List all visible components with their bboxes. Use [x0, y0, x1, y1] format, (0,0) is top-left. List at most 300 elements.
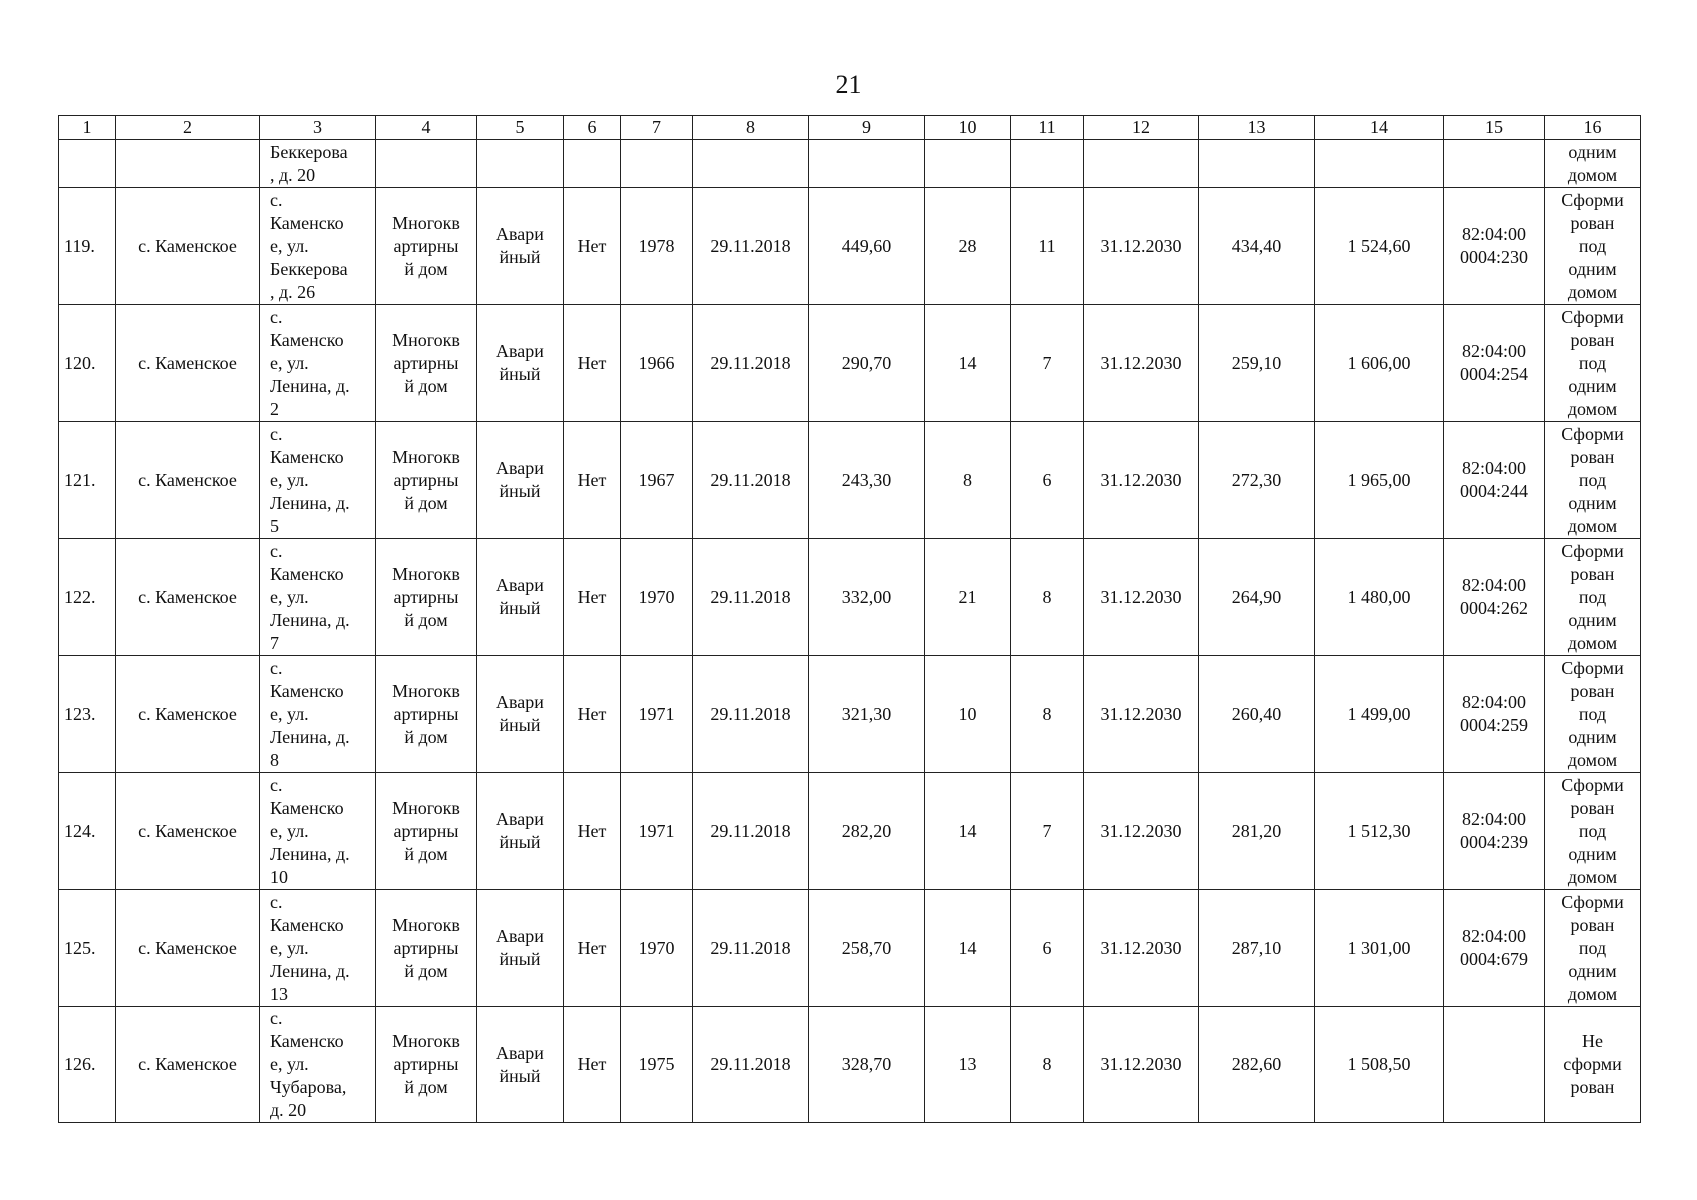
cell-condition-text: Авари йный [496, 224, 544, 267]
column-header: 7 [621, 116, 693, 140]
cell-building-type [376, 539, 477, 656]
cell-deadline-text: 31.12.2030 [1100, 469, 1182, 490]
cell-empty [1315, 140, 1444, 188]
cell-land-status [1545, 422, 1641, 539]
cell-cadastral-number [1444, 539, 1545, 656]
cell-rooms [1011, 305, 1084, 422]
cell-empty [621, 140, 693, 188]
cell-settlement [116, 773, 260, 890]
column-header: 11 [1011, 116, 1084, 140]
cell-year-built-text: 1971 [638, 820, 675, 841]
cell-building-type [376, 1007, 477, 1123]
cell-land-status [1545, 188, 1641, 305]
table-row [59, 188, 1641, 305]
cell-living-area-text: 264,90 [1231, 586, 1282, 607]
cell-land-status-text: Сформи рован под одним домом [1561, 189, 1624, 302]
cell-total-area [809, 305, 925, 422]
cell-settlement-text: с. Каменское [138, 235, 237, 256]
cell-cadastral-number [1444, 305, 1545, 422]
cell-living-area-text: 272,30 [1231, 469, 1282, 490]
table-row [59, 539, 1641, 656]
cell-land-area-text: 1 606,00 [1347, 352, 1411, 373]
cell-row-number-text: 124. [64, 820, 96, 841]
cell-residents-text: 14 [958, 352, 977, 373]
cell-empty [376, 140, 477, 188]
cell-living-area-text: 259,10 [1231, 352, 1282, 373]
cell-deadline [1084, 422, 1199, 539]
cell-cadastral-number-text: 82:04:00 0004:679 [1459, 926, 1528, 969]
cell-deadline [1084, 188, 1199, 305]
land-status-text: одним домом [1567, 141, 1618, 185]
cell-total-area [809, 1007, 925, 1123]
cell-row-number-text: 125. [64, 937, 96, 958]
cell-cadastral-number-text: 82:04:00 0004:262 [1459, 575, 1528, 618]
cell-flag [564, 656, 621, 773]
cell-decision-date [693, 773, 809, 890]
column-header: 16 [1545, 116, 1641, 140]
column-header: 8 [693, 116, 809, 140]
cell-address-text: с. Каменско е, ул. Ленина, д. 5 [270, 423, 350, 536]
cell-settlement [116, 656, 260, 773]
cell-living-area [1199, 1007, 1315, 1123]
cell-cadastral-number [1444, 1007, 1545, 1123]
cell-deadline-text: 31.12.2030 [1100, 703, 1182, 724]
cell-deadline-text: 31.12.2030 [1100, 820, 1182, 841]
cell-condition [477, 539, 564, 656]
cell-year-built [621, 656, 693, 773]
cell-cadastral-number-text: 82:04:00 0004:230 [1459, 224, 1528, 267]
cell-residents [925, 188, 1011, 305]
table-row [59, 773, 1641, 890]
cell-building-type [376, 773, 477, 890]
cell-year-built [621, 890, 693, 1007]
cell-year-built [621, 1007, 693, 1123]
cell-total-area-text: 282,20 [841, 820, 892, 841]
cell-residents-text: 14 [958, 820, 977, 841]
cell-building-type-text: Многокв артирны й дом [392, 680, 460, 747]
cell-row-number [59, 188, 116, 305]
cell-land-status-text: Сформи рован под одним домом [1561, 423, 1624, 536]
cell-rooms [1011, 656, 1084, 773]
cell-residents [925, 539, 1011, 656]
cell-condition [477, 305, 564, 422]
cell-deadline [1084, 773, 1199, 890]
cell-empty [1011, 140, 1084, 188]
cell-residents-text: 28 [958, 235, 977, 256]
cell-total-area [809, 656, 925, 773]
cell-land-area-text: 1 499,00 [1347, 703, 1411, 724]
cell-empty [1199, 140, 1315, 188]
column-header: 9 [809, 116, 925, 140]
table-body [59, 140, 1641, 1123]
cell-residents [925, 422, 1011, 539]
cell-rooms-text: 6 [1042, 937, 1052, 958]
cell-land-area [1315, 188, 1444, 305]
cell-condition-text: Авари йный [496, 341, 544, 384]
cell-empty [809, 140, 925, 188]
cell-deadline [1084, 1007, 1199, 1123]
cell-deadline-text: 31.12.2030 [1100, 352, 1182, 373]
column-header: 15 [1444, 116, 1545, 140]
cell-land-area-text: 1 301,00 [1347, 937, 1411, 958]
cell-cadastral-number [1444, 656, 1545, 773]
cell-address [260, 1007, 376, 1123]
cell-rooms [1011, 773, 1084, 890]
cell-cadastral-number [1444, 422, 1545, 539]
cell-land-area [1315, 539, 1444, 656]
cell-row-number [59, 539, 116, 656]
cell-building-type-text: Многокв артирны й дом [392, 1031, 460, 1097]
cell-cadastral-number-text: 82:04:00 0004:244 [1459, 458, 1528, 501]
cell-decision-date-text: 29.11.2018 [710, 1054, 791, 1074]
cell-living-area [1199, 539, 1315, 656]
cell-flag-text: Нет [577, 820, 607, 841]
cell-land-area [1315, 773, 1444, 890]
cell-address [260, 140, 376, 188]
cell-flag [564, 890, 621, 1007]
cell-deadline [1084, 890, 1199, 1007]
cell-land-area [1315, 890, 1444, 1007]
cell-deadline [1084, 539, 1199, 656]
cell-year-built [621, 188, 693, 305]
cell-flag-text: Нет [577, 1054, 607, 1074]
cell-living-area [1199, 188, 1315, 305]
cell-year-built [621, 539, 693, 656]
cell-row-number [59, 1007, 116, 1123]
cell-land-status [1545, 656, 1641, 773]
cell-condition-text: Авари йный [496, 692, 544, 735]
cell-row-number [59, 773, 116, 890]
cell-condition-text: Авари йный [496, 926, 544, 969]
cell-decision-date-text: 29.11.2018 [710, 352, 791, 373]
cell-rooms-text: 7 [1042, 352, 1052, 373]
column-header: 13 [1199, 116, 1315, 140]
cell-land-status-text: Сформи рован под одним домом [1561, 306, 1624, 419]
cell-year-built-text: 1970 [638, 586, 675, 607]
cell-address [260, 656, 376, 773]
cell-total-area-text: 258,70 [841, 937, 892, 958]
cell-land-area-text: 1 512,30 [1347, 820, 1411, 841]
cell-settlement-text: с. Каменское [138, 703, 237, 724]
cell-land-area [1315, 305, 1444, 422]
column-header: 14 [1315, 116, 1444, 140]
cell-decision-date [693, 539, 809, 656]
cell-rooms [1011, 422, 1084, 539]
cell-address [260, 890, 376, 1007]
continuation-row [59, 140, 1641, 188]
cell-rooms-text: 8 [1042, 703, 1052, 724]
cell-land-status-text: Сформи рован под одним домом [1561, 891, 1624, 1004]
cell-settlement-text: с. Каменское [138, 352, 237, 373]
cell-flag [564, 1007, 621, 1123]
cell-address-text: с. Каменско е, ул. Беккерова , д. 26 [270, 189, 348, 302]
cell-flag-text: Нет [577, 703, 607, 724]
cell-land-status-text: Сформи рован под одним домом [1561, 657, 1624, 770]
cell-empty [1084, 140, 1199, 188]
cell-decision-date-text: 29.11.2018 [710, 820, 791, 841]
cell-empty [1444, 140, 1545, 188]
cell-condition-text: Авари йный [496, 1042, 544, 1086]
cell-address [260, 305, 376, 422]
cell-rooms-text: 11 [1038, 235, 1056, 256]
cell-residents [925, 1007, 1011, 1123]
cell-rooms-text: 6 [1042, 469, 1052, 490]
cell-building-type [376, 305, 477, 422]
cell-row-number-text: 121. [64, 469, 96, 490]
cell-deadline [1084, 656, 1199, 773]
cell-year-built-text: 1967 [638, 469, 675, 490]
cell-total-area [809, 422, 925, 539]
cell-living-area-text: 260,40 [1231, 703, 1282, 724]
cell-year-built-text: 1975 [638, 1054, 675, 1074]
cell-row-number-text: 126. [64, 1054, 96, 1074]
cell-living-area-text: 287,10 [1231, 937, 1282, 958]
cell-flag-text: Нет [577, 586, 607, 607]
cell-year-built-text: 1970 [638, 937, 675, 958]
cell-settlement [116, 188, 260, 305]
cell-residents-text: 13 [958, 1054, 977, 1074]
cell-total-area [809, 539, 925, 656]
cell-row-number [59, 422, 116, 539]
cell-settlement-text: с. Каменское [138, 1054, 237, 1074]
column-header: 3 [260, 116, 376, 140]
cell-decision-date-text: 29.11.2018 [710, 937, 791, 958]
cell-building-type [376, 422, 477, 539]
table-row [59, 1007, 1641, 1123]
cell-decision-date-text: 29.11.2018 [710, 703, 791, 724]
cell-residents-text: 10 [958, 703, 977, 724]
cell-residents [925, 890, 1011, 1007]
cell-row-number-text: 122. [64, 586, 96, 607]
cell-cadastral-number [1444, 188, 1545, 305]
cell-year-built [621, 422, 693, 539]
cell-flag [564, 422, 621, 539]
column-header: 2 [116, 116, 260, 140]
cell-living-area [1199, 422, 1315, 539]
cell-flag [564, 188, 621, 305]
cell-settlement [116, 305, 260, 422]
cell-decision-date [693, 188, 809, 305]
cell-settlement [116, 1007, 260, 1123]
cell-building-type-text: Многокв артирны й дом [392, 797, 460, 864]
column-header: 5 [477, 116, 564, 140]
cell-row-number-text: 123. [64, 703, 96, 724]
cell-total-area-text: 290,70 [841, 352, 892, 373]
cell-year-built-text: 1971 [638, 703, 675, 724]
cell-building-type-text: Многокв артирны й дом [392, 446, 460, 513]
cell-living-area-text: 434,40 [1231, 235, 1282, 256]
cell-rooms [1011, 188, 1084, 305]
cell-empty [477, 140, 564, 188]
cell-flag [564, 773, 621, 890]
cell-row-number [59, 656, 116, 773]
cell-condition [477, 422, 564, 539]
page-number: 21 [835, 70, 862, 99]
cell-residents-text: 8 [963, 469, 972, 490]
cell-residents [925, 773, 1011, 890]
cell-building-type [376, 656, 477, 773]
cell-living-area [1199, 656, 1315, 773]
cell-condition-text: Авари йный [496, 575, 544, 618]
cell-decision-date [693, 422, 809, 539]
cell-condition [477, 188, 564, 305]
column-header: 12 [1084, 116, 1199, 140]
cell-residents [925, 656, 1011, 773]
cell-address [260, 539, 376, 656]
cell-address-text: с. Каменско е, ул. Ленина, д. 10 [270, 774, 350, 887]
cell-year-built-text: 1978 [638, 235, 675, 256]
cell-empty [59, 140, 116, 188]
cell-residents-text: 21 [958, 586, 977, 607]
cell-living-area [1199, 305, 1315, 422]
cell-decision-date-text: 29.11.2018 [710, 586, 791, 607]
cell-empty [693, 140, 809, 188]
cell-land-status-text: Сформи рован под одним домом [1561, 540, 1624, 653]
cell-decision-date [693, 890, 809, 1007]
cell-address-text: с. Каменско е, ул. Ленина, д. 13 [270, 891, 350, 1004]
cell-settlement [116, 890, 260, 1007]
cell-decision-date-text: 29.11.2018 [710, 235, 791, 256]
cell-land-status [1545, 539, 1641, 656]
cell-rooms-text: 8 [1042, 1054, 1052, 1074]
cell-total-area-text: 449,60 [841, 235, 892, 256]
cell-residents-text: 14 [958, 937, 977, 958]
cell-year-built [621, 305, 693, 422]
cell-deadline-text: 31.12.2030 [1100, 235, 1182, 256]
cell-deadline-text: 31.12.2030 [1100, 1054, 1182, 1074]
cell-empty [564, 140, 621, 188]
column-header: 6 [564, 116, 621, 140]
cell-condition [477, 890, 564, 1007]
cell-address-text: с. Каменско е, ул. Ленина, д. 2 [270, 306, 350, 419]
cell-land-area-text: 1 480,00 [1347, 586, 1411, 607]
cell-rooms-text: 8 [1042, 586, 1052, 607]
cell-decision-date [693, 1007, 809, 1123]
address-text: Беккерова , д. 20 [270, 141, 348, 185]
cell-building-type-text: Многокв артирны й дом [392, 914, 460, 981]
cell-residents [925, 305, 1011, 422]
housing-registry-table [58, 115, 1641, 1123]
cell-building-type [376, 890, 477, 1007]
cell-year-built-text: 1966 [638, 352, 675, 373]
cell-empty [925, 140, 1011, 188]
cell-total-area [809, 890, 925, 1007]
cell-cadastral-number-text: 82:04:00 0004:254 [1459, 341, 1528, 384]
cell-address [260, 422, 376, 539]
cell-total-area-text: 243,30 [841, 469, 892, 490]
cell-land-area-text: 1 965,00 [1347, 469, 1411, 490]
cell-flag [564, 305, 621, 422]
cell-condition [477, 656, 564, 773]
cell-condition [477, 773, 564, 890]
cell-settlement-text: с. Каменское [138, 820, 237, 841]
cell-row-number-text: 119. [64, 235, 95, 256]
cell-decision-date [693, 656, 809, 773]
cell-settlement [116, 539, 260, 656]
column-number-row [59, 116, 1641, 140]
cell-address-text: с. Каменско е, ул. Ленина, д. 7 [270, 540, 350, 653]
cell-living-area-text: 282,60 [1231, 1054, 1282, 1074]
cell-total-area-text: 332,00 [841, 586, 892, 607]
cell-rooms [1011, 890, 1084, 1007]
cell-condition-text: Авари йный [496, 809, 544, 852]
cell-land-status-text: Сформи рован под одним домом [1561, 774, 1624, 887]
cell-living-area-text: 281,20 [1231, 820, 1282, 841]
cell-flag-text: Нет [577, 937, 607, 958]
cell-condition-text: Авари йный [496, 458, 544, 501]
cell-rooms [1011, 1007, 1084, 1123]
cell-settlement [116, 422, 260, 539]
cell-building-type [376, 188, 477, 305]
cell-total-area [809, 773, 925, 890]
column-header: 10 [925, 116, 1011, 140]
cell-rooms [1011, 539, 1084, 656]
cell-decision-date [693, 305, 809, 422]
table-row [59, 890, 1641, 1007]
cell-deadline-text: 31.12.2030 [1100, 586, 1182, 607]
column-header: 1 [59, 116, 116, 140]
cell-land-status [1545, 890, 1641, 1007]
cell-settlement-text: с. Каменское [138, 586, 237, 607]
cell-land-status [1545, 305, 1641, 422]
cell-condition [477, 1007, 564, 1123]
table-row [59, 422, 1641, 539]
cell-settlement-text: с. Каменское [138, 469, 237, 490]
cell-land-area [1315, 656, 1444, 773]
cell-living-area [1199, 890, 1315, 1007]
cell-address-text: с. Каменско е, ул. Ленина, д. 8 [270, 657, 350, 770]
cell-address-text: с. Каменско е, ул. Чубарова, д. 20 [270, 1008, 347, 1120]
cell-decision-date-text: 29.11.2018 [710, 469, 791, 490]
cell-row-number [59, 305, 116, 422]
cell-flag [564, 539, 621, 656]
cell-empty [116, 140, 260, 188]
cell-row-number [59, 890, 116, 1007]
cell-year-built [621, 773, 693, 890]
table-row [59, 656, 1641, 773]
cell-land-area [1315, 1007, 1444, 1123]
cell-total-area-text: 321,30 [841, 703, 892, 724]
cell-deadline-text: 31.12.2030 [1100, 937, 1182, 958]
cell-land-status [1545, 1007, 1641, 1123]
cell-cadastral-number-text: 82:04:00 0004:259 [1459, 692, 1528, 735]
column-header: 4 [376, 116, 477, 140]
cell-address [260, 188, 376, 305]
cell-building-type-text: Многокв артирны й дом [392, 329, 460, 396]
cell-settlement-text: с. Каменское [138, 937, 237, 958]
cell-flag-text: Нет [577, 469, 607, 490]
table-row [59, 305, 1641, 422]
cell-land-area-text: 1 508,50 [1347, 1054, 1411, 1074]
cell-land-status-text: Не сформи рован [1563, 1031, 1622, 1097]
cell-address [260, 773, 376, 890]
cell-row-number-text: 120. [64, 352, 96, 373]
cell-land-area-text: 1 524,60 [1347, 235, 1411, 256]
cell-cadastral-number [1444, 890, 1545, 1007]
cell-flag-text: Нет [577, 352, 607, 373]
cell-land-area [1315, 422, 1444, 539]
cell-cadastral-number-text: 82:04:00 0004:239 [1459, 809, 1528, 852]
cell-cadastral-number [1444, 773, 1545, 890]
cell-building-type-text: Многокв артирны й дом [392, 212, 460, 279]
cell-flag-text: Нет [577, 235, 607, 256]
cell-living-area [1199, 773, 1315, 890]
cell-land-status [1545, 773, 1641, 890]
cell-land-status [1545, 140, 1641, 188]
cell-deadline [1084, 305, 1199, 422]
cell-total-area [809, 188, 925, 305]
cell-building-type-text: Многокв артирны й дом [392, 563, 460, 630]
